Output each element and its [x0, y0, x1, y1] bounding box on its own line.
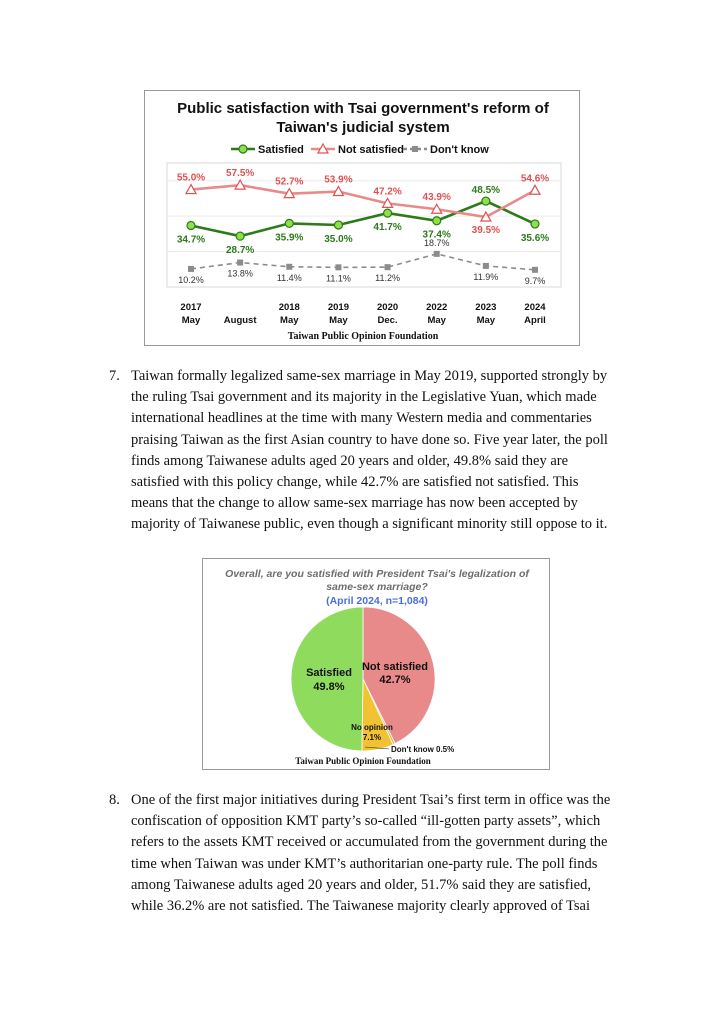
data-label: 35.0%	[324, 234, 353, 245]
x-tick-label: May	[329, 315, 348, 326]
legend-label: Satisfied	[258, 144, 304, 156]
pie-label-value: 49.8%	[313, 681, 345, 693]
data-point	[530, 185, 540, 194]
data-point	[187, 222, 195, 230]
plot-area	[167, 163, 561, 326]
text-line: among Taiwanese adults aged 20 years and older, 51.7% said they are satisfied,	[131, 876, 591, 893]
data-point	[237, 260, 243, 266]
x-tick-label: 2017	[180, 302, 202, 313]
data-label: 34.7%	[176, 234, 206, 246]
x-tick-label: May	[427, 315, 446, 326]
data-point	[483, 263, 489, 269]
x-tick-label: 2024	[524, 302, 546, 313]
pie-label-name: No opinion	[351, 723, 393, 732]
text-line: finds among Taiwanese adults aged 20 years and older, 49.8% said they are	[131, 452, 569, 469]
same-sex-marriage-pie-chart	[202, 558, 550, 770]
chart-source: Taiwan Public Opinion Foundation	[287, 331, 439, 342]
legend-marker	[239, 145, 247, 153]
x-tick-label: April	[524, 315, 546, 326]
data-label: 37.4%	[422, 229, 451, 241]
line-chart-svg	[145, 91, 581, 347]
text-line: confiscation of opposition KMT party’s so-called “ill-gotten party assets”, which	[131, 813, 601, 830]
plot-frame	[167, 163, 561, 287]
data-label: 11.4%	[276, 272, 302, 283]
text-line: the ruling Tsai government and its majority in the Legislative Yuan, which made	[131, 389, 597, 406]
text-line: praising Taiwan as the first Asian country to have done so. Five year later, the poll	[131, 431, 608, 448]
data-label: 43.9%	[422, 192, 451, 204]
pie-label-dont-know: Don't know 0.5%	[391, 745, 455, 754]
data-label: 47.2%	[373, 186, 402, 198]
paragraph-text	[131, 790, 617, 917]
chart-title-line-1: Public satisfaction with Tsai government's reform of	[177, 100, 549, 117]
text-line: majority of Taiwanese public, even though a significant minority still oppose to it.	[131, 516, 608, 533]
x-tick-label: 2019	[327, 302, 349, 313]
data-point	[482, 197, 490, 205]
text-line: means that the change to allow same-sex marriage has now been accepted by	[131, 495, 578, 512]
legend-label: Not satisfied	[338, 144, 405, 156]
pie-chart-svg	[203, 559, 551, 771]
text-line: time when Taiwan was under KMT’s authoritarian one-party rule. The poll finds	[131, 855, 598, 872]
paragraph-number: 7.	[109, 368, 120, 384]
pie-label-value: 42.7%	[379, 674, 411, 686]
data-label: 28.7%	[225, 245, 255, 257]
data-point	[434, 251, 440, 257]
chart-title-line-2: Taiwan's judicial system	[276, 119, 450, 136]
chart-legend	[231, 144, 489, 156]
pie-subtitle: (April 2024, n=1,084)	[326, 595, 428, 607]
text-line: Taiwan formally legalized same-sex marriage in May 2019, supported strongly by	[131, 368, 608, 384]
legend-label: Don't know	[430, 144, 489, 156]
x-tick-label: 2020	[377, 302, 399, 313]
text-line: refers to the assets KMT received or accumulated from the government during the	[131, 834, 608, 851]
x-tick-label: August	[223, 315, 257, 326]
legend-marker	[412, 146, 418, 152]
pie-label-name: Not satisfied	[361, 661, 429, 673]
data-label: 39.5%	[471, 225, 501, 237]
data-point	[532, 267, 538, 273]
data-point	[236, 232, 244, 240]
data-point	[384, 209, 392, 217]
data-label: 18.7%	[423, 237, 450, 248]
x-tick-label: Dec.	[377, 315, 398, 326]
pie-slices	[291, 607, 454, 754]
data-point	[285, 219, 293, 227]
x-tick-label: 2018	[278, 302, 300, 313]
text-line: One of the first major initiatives during President Tsai’s first term in office was the	[131, 792, 611, 808]
data-label: 13.8%	[227, 268, 253, 279]
data-point	[531, 220, 539, 228]
text-line: while 36.2% are not satisfied. The Taiwanese majority clearly approved of Tsai	[131, 898, 591, 915]
paragraph-7	[109, 366, 617, 536]
text-line: satisfied with this policy change, while 42.7% are satisfied not satisfied. This	[131, 474, 579, 491]
text-line: international headlines at the time with many Western media and commentaries	[131, 410, 592, 427]
data-point	[286, 264, 292, 270]
data-label: 55.0%	[176, 172, 206, 184]
data-label: 9.7%	[524, 275, 546, 286]
data-point	[385, 264, 391, 270]
x-tick-label: 2022	[426, 302, 448, 313]
pie-question-line-2: same-sex marriage?	[326, 581, 428, 593]
pie-question-line-1: Overall, are you satisfied with President Tsai's legalization of	[225, 568, 529, 580]
x-tick-label: May	[181, 315, 201, 326]
x-tick-label: 2023	[475, 302, 497, 313]
data-point	[188, 266, 194, 272]
data-label: 35.6%	[520, 232, 550, 244]
paragraph-8	[109, 790, 617, 917]
judicial-reform-line-chart	[144, 90, 580, 346]
data-label: 11.9%	[473, 271, 499, 282]
pie-source: Taiwan Public Opinion Foundation	[295, 756, 431, 766]
data-label: 11.1%	[325, 273, 351, 284]
data-label: 48.5%	[471, 185, 501, 197]
data-label: 54.6%	[520, 173, 550, 185]
data-label: 35.9%	[275, 232, 304, 244]
data-label: 41.7%	[373, 222, 402, 234]
pie-label-value: 7.1%	[362, 733, 382, 742]
data-point	[334, 221, 342, 229]
data-label: 57.5%	[225, 168, 255, 180]
data-label: 53.9%	[324, 174, 353, 186]
data-label: 11.2%	[375, 273, 401, 284]
pie-label-name: Satisfied	[306, 667, 352, 679]
x-tick-label: May	[280, 315, 299, 326]
paragraph-number: 8.	[109, 792, 120, 808]
x-tick-label: May	[476, 315, 496, 326]
data-label: 52.7%	[275, 176, 304, 188]
paragraph-text	[131, 366, 617, 536]
data-point	[433, 217, 441, 225]
data-label: 10.2%	[178, 274, 204, 285]
data-point	[335, 264, 341, 270]
